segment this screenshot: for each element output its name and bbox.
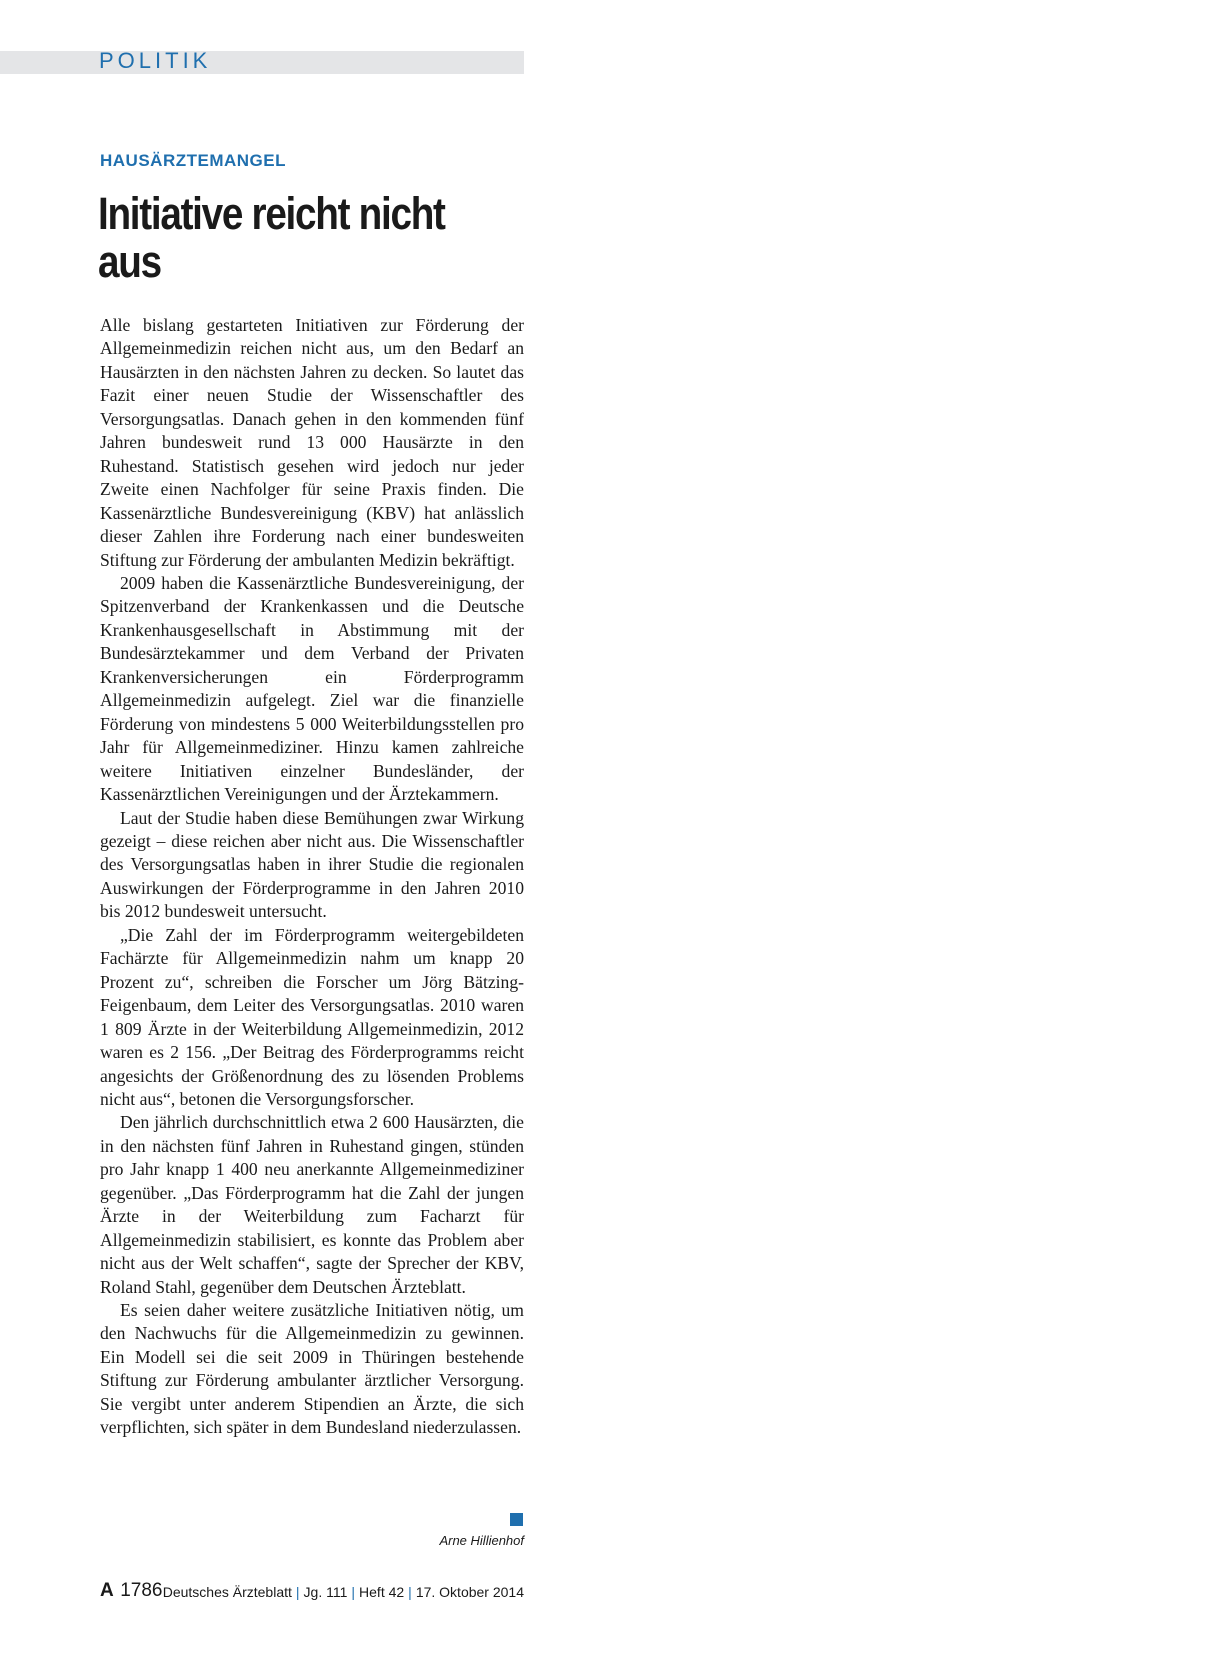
body-paragraph: Laut der Studie haben diese Bemühungen zwar Wirkung gezeigt – diese reichen aber nicht aus. Die Wissenschaftler des Versorgungsatlas haben in ihrer Studie die regionalen Auswirkungen der Förderprogramme in den Jahren 2010 bis 2012 bundesweit untersucht. xyxy=(100,807,524,922)
page-prefix: A xyxy=(100,1580,114,1601)
journal-volume: Jg. 111 xyxy=(303,1584,348,1600)
article-body xyxy=(100,314,524,1440)
section-label: POLITIK xyxy=(99,48,212,73)
body-paragraph: Alle bislang gestarteten Initiativen zur Förderung der Allgemeinmedizin reichen nicht aus, um den Bedarf an Hausärzten in den nächsten Jahren zu decken. So lautet das Fazit einer neuen Studie der Wissenschaftler des Versorgungsatlas. Danach gehen in den kommenden fünf Jahren bundesweit rund 13 000 Hausärzte in den Ruhestand. Statistisch gesehen wird jedoch nur jeder Zweite einen Nachfolger für seine Praxis finden. Die Kassenärztliche Bundesvereinigung (KBV) hat anlässlich dieser Zahlen ihre Forderung nach einer bundesweiten Stiftung zur Förderung der ambulanten Medizin bekräftigt. xyxy=(100,315,524,570)
body-paragraph: Es seien daher weitere zusätzliche Initiativen nötig, um den Nachwuchs für die Allgemeinmedizin zu gewinnen. Ein Modell sei die seit 2009 in Thüringen bestehende Stiftung zur Förderung ambulanter ärztlicher Versorgung. Sie vergibt unter anderem Stipendien an Ärzte, die sich verpflichten, sich später in dem Bundesland niederzulassen. xyxy=(100,1300,524,1438)
article-headline: Initiative reicht nicht aus xyxy=(98,188,445,287)
journal-date: 17. Oktober 2014 xyxy=(415,1584,524,1600)
journal-name: Deutsches Ärzteblatt xyxy=(162,1584,292,1600)
author-byline: Arne Hillienhof xyxy=(439,1533,524,1548)
footer-separator: | xyxy=(408,1584,412,1600)
body-paragraph: 2009 haben die Kassenärztliche Bundesvereinigung, der Spitzenverband der Krankenkassen und die Deutsche Krankenhausgesellschaft in Abstimmung mit der Bundesärztekammer und dem Verband der Privaten Krankenversicherungen ein Förderprogramm Allgemeinmedizin aufgelegt. Ziel war die finanzielle Förderung von mindestens 5 000 Weiterbildungsstellen pro Jahr für Allgemeinmediziner. Hinzu kamen zahlreiche weitere Initiativen einzelner Bundesländer, der Kassenärztlichen Vereinigungen und der Ärztekammern. xyxy=(100,572,524,805)
body-paragraph: Den jährlich durchschnittlich etwa 2 600 Hausärzten, die in den nächsten fünf Jahren in Ruhestand gingen, stünden pro Jahr knapp 1 400 neu anerkannte Allgemeinmediziner gegenüber. „Das Förderprogramm hat die Zahl der jungen Ärzte in der Weiterbildung zum Facharzt für Allgemeinmedizin stabilisiert, es konnte das Problem aber nicht aus der Welt schaffen“, sagte der Sprecher der KBV, Roland Stahl, gegenüber dem Deutschen Ärzteblatt. xyxy=(100,1112,524,1297)
page-footer xyxy=(100,1580,524,1604)
section-bar xyxy=(0,51,524,74)
journal-info xyxy=(163,1584,524,1600)
page-number: 1786 xyxy=(120,1580,163,1601)
footer-separator: | xyxy=(351,1584,356,1600)
journal-issue: Heft 42 xyxy=(359,1584,405,1600)
article-kicker: HAUSÄRZTEMANGEL xyxy=(100,151,286,170)
body-paragraph: „Die Zahl der im Förderprogramm weitergebildeten Fachärzte für Allgemeinmedizin nahm um knapp 20 Prozent zu“, schreiben die Forscher um Jörg Bätzing-Feigenbaum, dem Leiter des Versorgungsatlas. 2010 waren 1 809 Ärzte in der Weiterbildung Allgemeinmedizin, 2012 waren es 2 156. „Der Beitrag des Förderprogramms reicht angesichts der Größenordnung des zu lösenden Problems nicht aus“, betonen die Versorgungsforscher. xyxy=(100,924,524,1109)
end-of-article-square-icon xyxy=(510,1513,523,1526)
footer-separator: | xyxy=(295,1584,300,1600)
